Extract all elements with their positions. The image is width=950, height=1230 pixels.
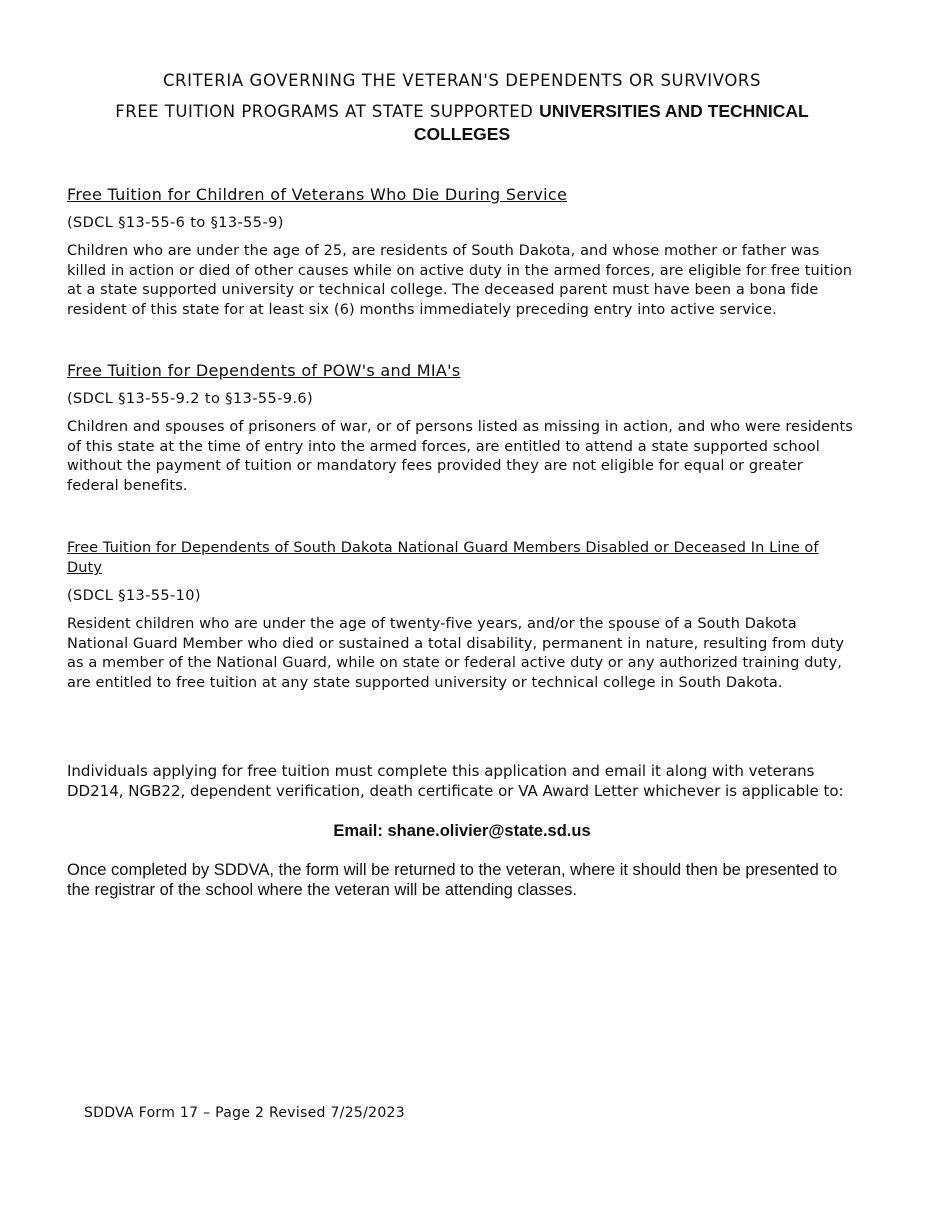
- application-instructions: Individuals applying for free tuition must complete this application and email it along with veterans DD214, NGB22, dependent verification, death certificate or VA Award Letter whichever is applicable to:: [67, 762, 844, 800]
- section-heading: Free Tuition for Dependents of POW's and MIA's: [67, 361, 461, 380]
- title-line-1: CRITERIA GOVERNING THE VETERAN'S DEPENDENTS OR SURVIVORS: [162, 71, 762, 90]
- closing-note: Once completed by SDDVA, the form will be returned to the veteran, where it should then be presented to the registrar of the school where the veteran will be attending classes.: [67, 861, 838, 899]
- section-pow-mia-dependents: [67, 361, 857, 497]
- statute-reference: (SDCL §13-55-10): [67, 588, 201, 604]
- statute-reference: (SDCL §13-55-6 to §13-55-9): [67, 215, 284, 231]
- section-national-guard-dependents: [67, 538, 857, 694]
- section-body: Children who are under the age of 25, are residents of South Dakota, and whose mother or father was killed in action or died of other causes while on active duty in the armed forces, are eligible for free tuition at a state supported university or technical college. The deceased parent must have been a bona fide resident of this state for at least six (6) months immediately preceding entry into active service.: [67, 243, 853, 319]
- section-heading: Free Tuition for Children of Veterans Who Die During Service: [67, 185, 568, 204]
- statute-reference: (SDCL §13-55-9.2 to §13-55-9.6): [67, 391, 314, 407]
- title-line-2: [67, 100, 857, 146]
- title-line-2-bold: UNIVERSITIES AND TECHNICAL COLLEGES: [413, 101, 809, 144]
- section-heading: Free Tuition for Dependents of South Dakota National Guard Members Disabled or Deceased In Line of Duty: [67, 540, 819, 576]
- title-line-2-light: FREE TUITION PROGRAMS AT STATE SUPPORTED: [115, 102, 534, 121]
- section-children-of-veterans: [67, 185, 857, 321]
- email-contact: Email: shane.olivier@state.sd.us: [333, 822, 591, 840]
- section-body: Resident children who are under the age of twenty-five years, and/or the spouse of a South Dakota National Guard Member who died or sustained a total disability, permanent in nature, resulting from duty as a member of the National Guard, while on state or federal active duty or any authorized training duty, are entitled to free tuition at any state supported university or technical college in South Dakota.: [67, 616, 845, 692]
- document-title: [67, 70, 857, 146]
- section-body: Children and spouses of prisoners of war, or of persons listed as missing in action, and who were residents of this state at the time of entry into the armed forces, are entitled to attend a state supported school without the payment of tuition or mandatory fees provided they are not eligible for equal or greater federal benefits.: [67, 419, 853, 495]
- form-footer: SDDVA Form 17 – Page 2 Revised 7/25/2023: [84, 1105, 405, 1121]
